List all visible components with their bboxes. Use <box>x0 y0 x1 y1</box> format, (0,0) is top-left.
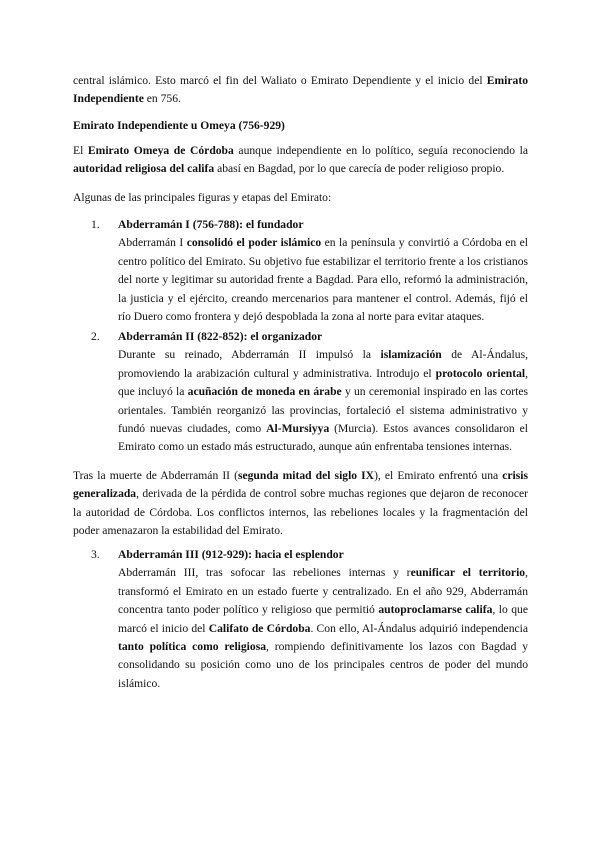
list-number: 3. <box>91 548 100 561</box>
list-item-abderraman-i <box>91 216 528 326</box>
figures-intro: Algunas de las principales figuras y etapas del Emirato: <box>73 191 332 204</box>
emirate-paragraph: El Emirato Omeya de Córdoba aunque independiente en lo político, seguía reconociendo la autoridad religiosa del califa abasí en Bagdad, por lo que carecía de poder religioso propio. <box>73 144 528 176</box>
list-item-title: Abderramán II (822-852): el organizador <box>118 330 323 343</box>
intro-paragraph: central islámico. Esto marcó el fin del Waliato o Emirato Dependiente y el inicio del Emirato Independiente en 756. <box>73 74 528 106</box>
list-number: 1. <box>91 218 100 231</box>
list-item-description: Abderramán I consolidó el poder islámico en la península y convirtió a Córdoba en el centro político del Emirato. Su objetivo fue estabilizar el territorio frente a los cristianos del norte y legitimar su autoridad frente a Bagdad. Para ello, reformó la administración, la justicia y el ejército, creando mercenarios para mantener el control. Además, fijó el río Duero como frontera y dejó despoblada la zona al norte para evitar ataques. <box>118 236 528 324</box>
list-item-abderraman-ii <box>91 328 528 457</box>
list-item-title: Abderramán I (756-788): el fundador <box>118 218 304 231</box>
crisis-paragraph: Tras la muerte de Abderramán II (segunda mitad del siglo IX), el Emirato enfrentó una crisis generalizada, derivada de la pérdida de control sobre muchas regiones que dejaron de reconocer la autoridad de Córdoba. Los conflictos internos, las rebeliones locales y la fragmentación del poder amenazaron la estabilidad del Emirato. <box>73 469 528 538</box>
section-heading: Emirato Independiente u Omeya (756-929) <box>73 119 285 132</box>
list-item-description: Durante su reinado, Abderramán II impulsó la islamización de Al-Ándalus, promoviendo la arabización cultural y administrativa. Introdujo el protocolo oriental, que incluyó la acuñación de moneda en árabe y un ceremonial inspirado en las cortes orientales. También reorganizó las provincias, fortaleció el sistema administrativo y fundó nuevas ciudades, como Al-Mursiyya (Murcia). Estos avances consolidaron el Emirato como un estado más estructurado, aunque aún enfrentaba tensiones internas. <box>118 348 528 454</box>
list-item-title: Abderramán III (912-929): hacia el esplendor <box>118 548 344 561</box>
list-number: 2. <box>91 330 100 343</box>
list-item-description: Abderramán III, tras sofocar las rebeliones internas y reunificar el territorio, transformó el Emirato en un estado fuerte y centralizado. En el año 929, Abderramán concentra tanto poder político y religioso que permitió autoproclamarse califa, lo que marcó el inicio del Califato de Córdoba. Con ello, Al-Ándalus adquirió independencia tanto política como religiosa, rompiendo definitivamente los lazos con Bagdad y consolidando su posición como uno de los principales centros de poder del mundo islámico. <box>118 566 529 690</box>
list-item-abderraman-iii <box>91 546 528 693</box>
